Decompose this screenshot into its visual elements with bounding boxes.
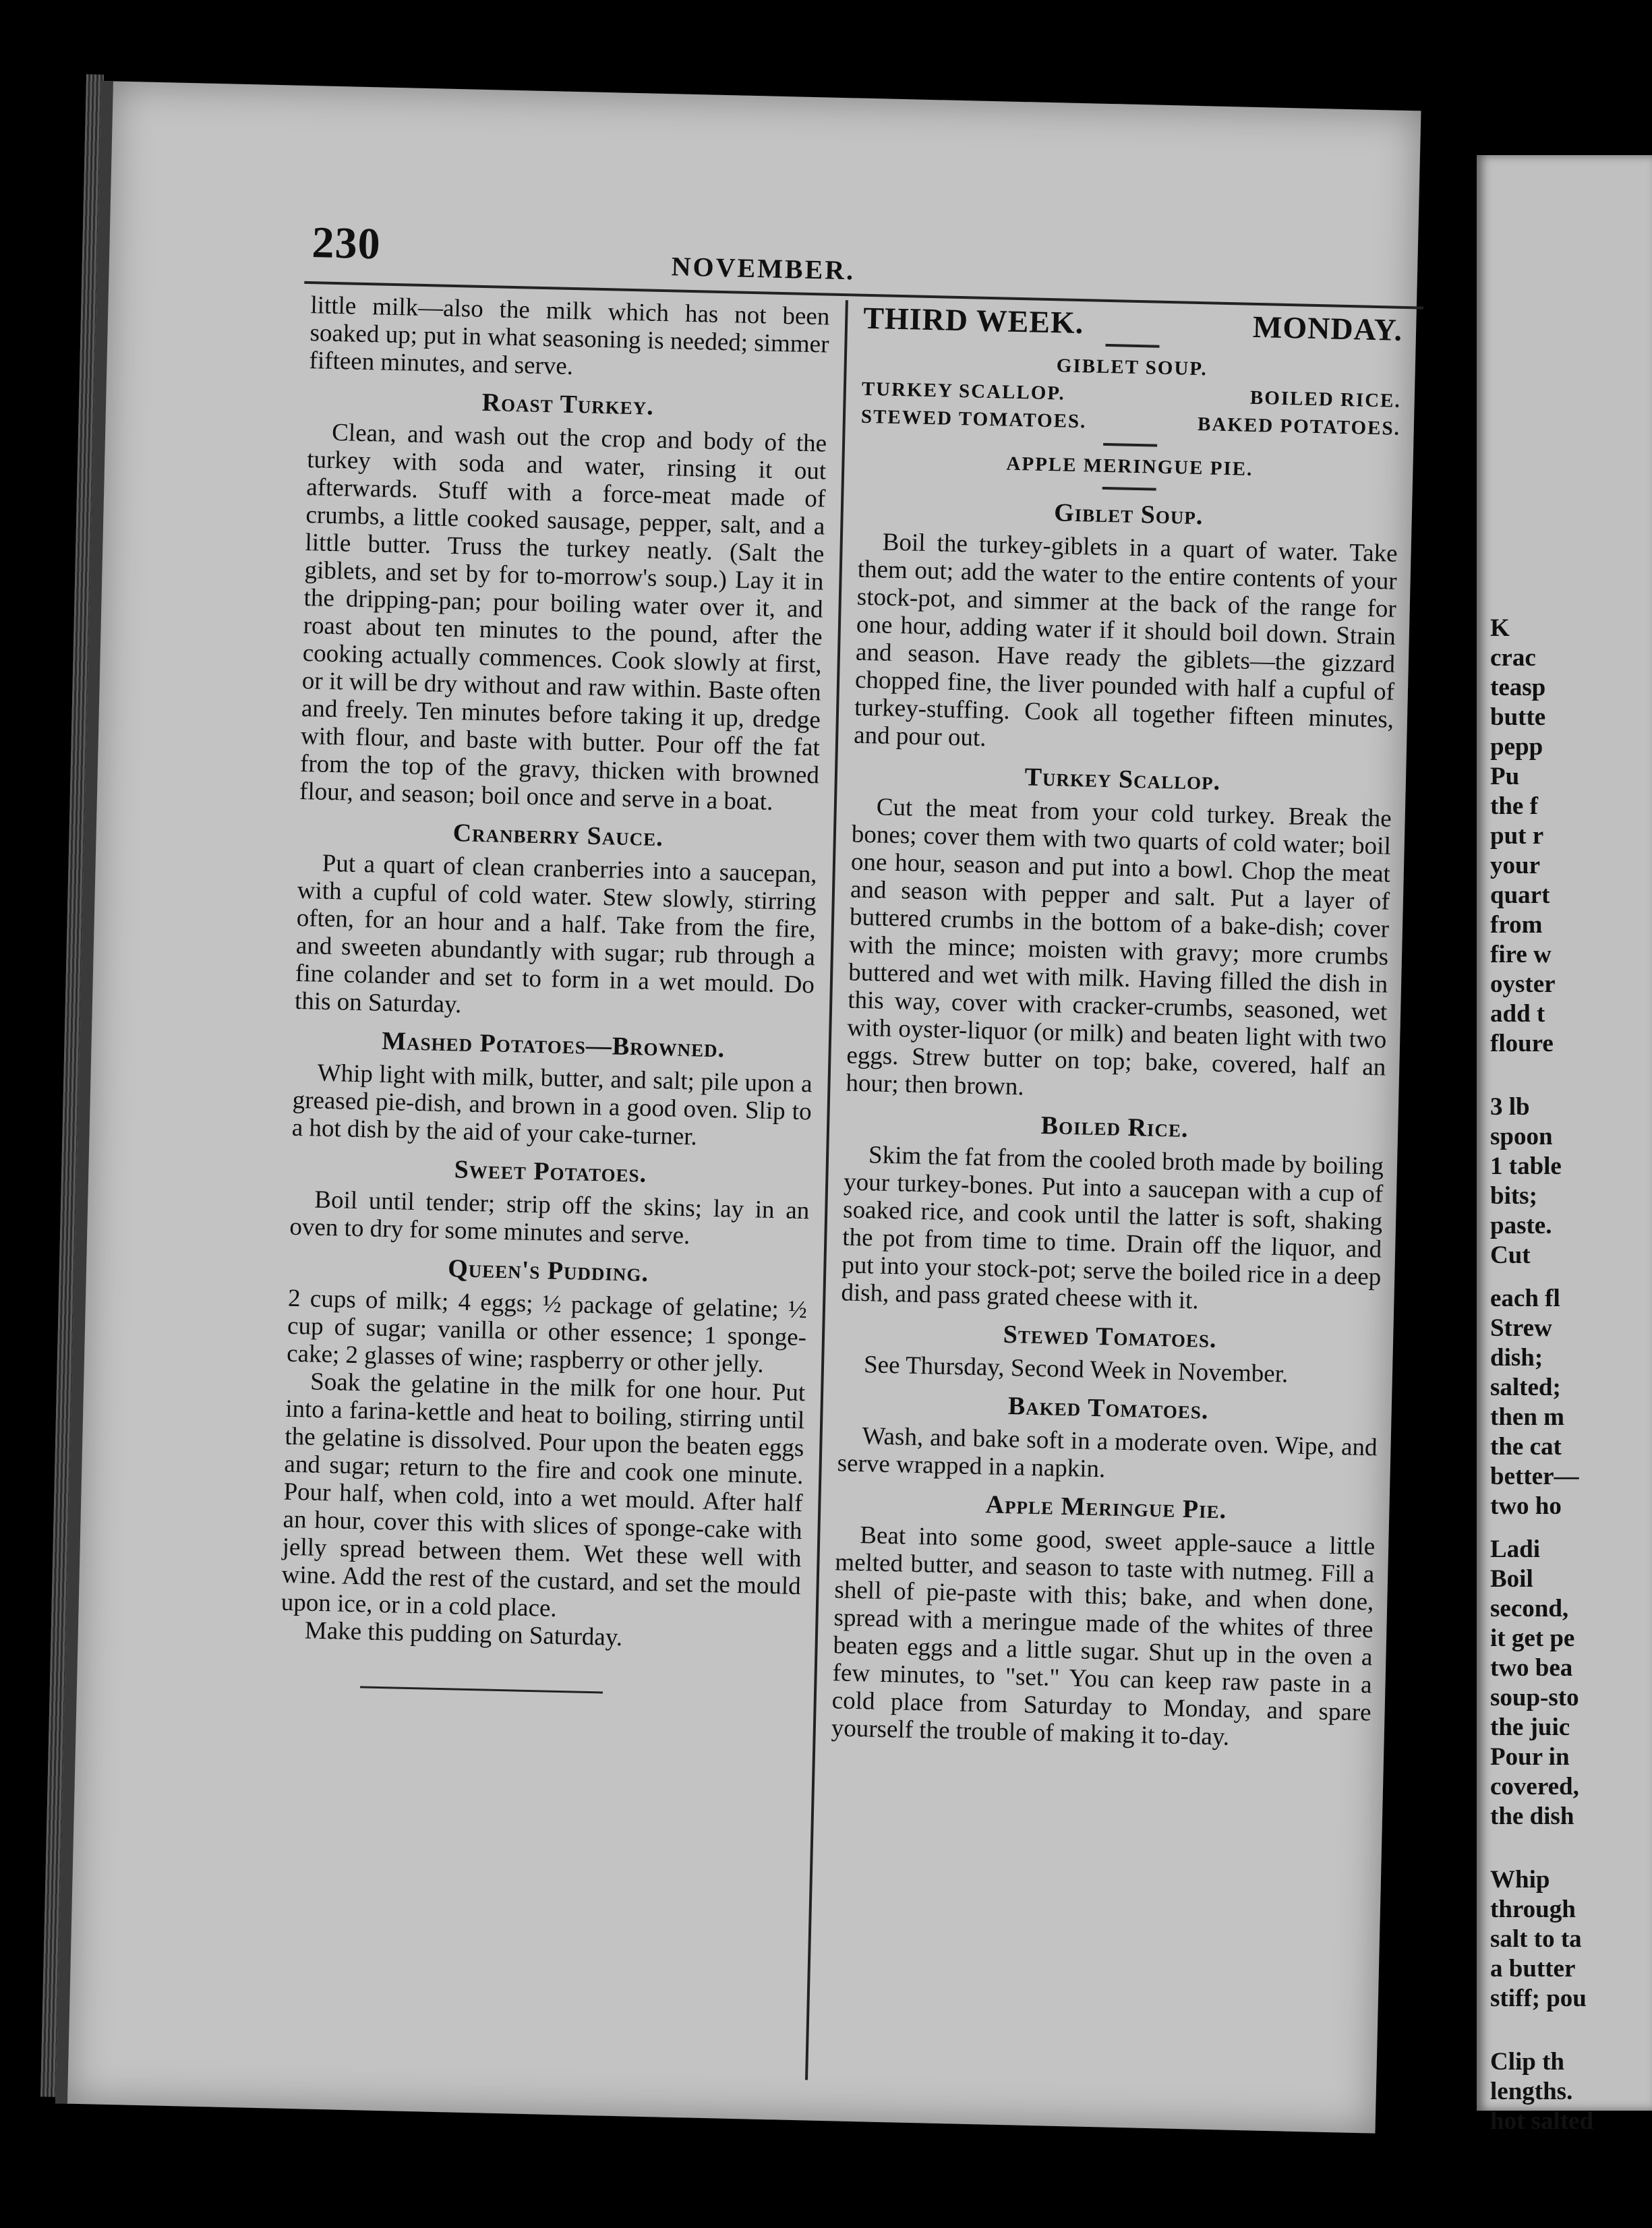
recipe-body: Beat into some good, sweet apple-sauce a little melted butter, and season to taste with nutmeg. Fill a shell of pie-paste with this; bake, and when done, spread with a meringue made of the whites of three beaten eggs and a little sugar. Shut up in the oven a few minutes, to "set." You can keep raw paste in a cold place from Saturday to Monday, and spare yourself the trouble of making it to-day. — [831, 1521, 1376, 1751]
recipe-title: Giblet Soup. — [1053, 498, 1204, 531]
recipe-title: Baked Tomatoes. — [1007, 1392, 1209, 1425]
recipe-title: Cranberry Sauce. — [452, 819, 664, 852]
facing-page-text-fragment: butte — [1490, 703, 1546, 731]
facing-page-text-fragment: teasp — [1490, 674, 1546, 701]
facing-page-text-fragment: fire w — [1490, 941, 1552, 968]
facing-page-text-fragment: Clip th — [1490, 2048, 1565, 2076]
recipe-title: Roast Turkey. — [481, 388, 655, 421]
recipe-title: Turkey Scallop. — [1024, 763, 1221, 796]
facing-page-text-fragment: Pu — [1490, 763, 1520, 790]
facing-page-text-fragment: oyster — [1490, 970, 1556, 998]
facing-page-text-fragment: covered, — [1490, 1773, 1579, 1800]
facing-page-text-fragment: salt to ta — [1490, 1925, 1582, 1953]
facing-page-text-fragment: two ho — [1490, 1492, 1562, 1520]
facing-page-text-fragment: bits; — [1490, 1182, 1537, 1210]
recipe-body: Put a quart of clean cranberries into a saucepan, with a cupful of cold water. Stew slowly, stirring often, for an hour and a half. Take from the fire, and sweeten abundantly with sugar; rub through a fine colander and set to form in a wet mould. Do this on Saturday. — [294, 849, 818, 1019]
menu-dash — [1103, 443, 1157, 447]
facing-page-text-fragment: lengths. — [1490, 2078, 1573, 2105]
facing-page-text-fragment: your — [1490, 852, 1540, 879]
facing-page-text-fragment: better— — [1490, 1463, 1579, 1490]
facing-page-text-fragment: Pour in — [1490, 1743, 1570, 1771]
recipe-body: Wash, and bake soft in a moderate oven. Wipe, and serve wrapped in a napkin. — [837, 1422, 1378, 1484]
facing-page-text-fragment: two bea — [1490, 1654, 1573, 1682]
recipe-body: Soak the gelatine in the milk for one hour. Put into a farina-kettle and heat to boiling, stirring until the gelatine is dissolved. Pour upon the beaten eggs and sugar; return to the fire and cook one minute. Pour half, when cold, into a wet mould. After half an hour, cover this with slices of sponge-cake with jelly spread between them. Wet these well with wine. Add the rest of the custard, and set the mould upon ice, or in a cold place. — [281, 1368, 806, 1622]
facing-page-text-fragment: Strew — [1490, 1314, 1552, 1342]
facing-page-text-fragment: 1 table — [1490, 1152, 1562, 1180]
running-head: NOVEMBER. — [671, 251, 856, 286]
facing-page-text-fragment: add t — [1490, 1000, 1545, 1028]
facing-page-text-fragment: stiff; pou — [1490, 1985, 1587, 2012]
menu-dash — [1105, 344, 1159, 348]
facing-page-text-fragment: a butter — [1490, 1955, 1576, 1983]
facing-page-text-fragment: quart — [1490, 881, 1550, 909]
facing-page-text-fragment: Whip — [1490, 1866, 1550, 1894]
facing-page-text-fragment: K — [1490, 614, 1510, 642]
menu-item: TURKEY SCALLOP. — [861, 378, 1066, 405]
facing-page-text-fragment: through — [1490, 1896, 1576, 1923]
menu-dash — [1102, 487, 1156, 491]
right-column — [831, 300, 1403, 1755]
end-rule — [360, 1686, 603, 1693]
recipe-title: Sweet Potatoes. — [454, 1155, 647, 1188]
recipe-title: Apple Meringue Pie. — [985, 1490, 1227, 1525]
recipe-ingredients: 2 cups of milk; 4 eggs; ½ package of gelatine; ½ cup of sugar; vanilla or other essence; 1 sponge-cake; 2 glasses of wine; raspberry or other jelly. — [286, 1284, 808, 1378]
recipe-title: Queen's Pudding. — [447, 1254, 649, 1287]
menu-item: BOILED RICE. — [1249, 386, 1402, 412]
menu-item: GIBLET SOUP. — [1056, 355, 1208, 380]
recipe-body: Cut the meat from your cold turkey. Break the bones; cover them with two quarts of cold water; boil one hour, season and put into a bowl. Chop the meat and season with pepper and salt. Put a layer of buttered crumbs in the bottom of a bake-dish; cover with the mince; moisten with gravy; more crumbs buttered and wet with milk. Having filled the dish in this way, cover with cracker-crumbs, seasoned, wet with oyster-liquor (or milk) and beaten light with two eggs. Strew butter on top; bake, covered, half an hour; then brown. — [846, 793, 1392, 1101]
facing-page-text-fragment: it get pe — [1490, 1624, 1575, 1652]
menu-item: APPLE MERINGUE PIE. — [1006, 452, 1253, 480]
recipe-title: Stewed Tomatoes. — [1003, 1320, 1217, 1354]
page-number: 230 — [311, 218, 382, 269]
recipe-title: Mashed Potatoes—Browned. — [381, 1026, 726, 1063]
recipe-body: Whip light with milk, butter, and salt; pile upon a greased pie-dish, and brown in a good oven. Slip to a hot dish by the aid of your cake-turner. — [291, 1059, 813, 1151]
facing-page-text-fragment: the f — [1490, 792, 1538, 820]
recipe-title: Boiled Rice. — [1040, 1111, 1189, 1143]
facing-page-text-fragment: each fl — [1490, 1285, 1560, 1312]
facing-page-text-fragment: spoon — [1490, 1123, 1553, 1150]
week-heading — [862, 300, 1403, 347]
facing-page-text-fragment: 3 lb — [1490, 1093, 1530, 1121]
intro-paragraph: little milk—also the milk which has not been soaked up; put in what seasoning is needed; simmer fifteen minutes, and serve. — [309, 291, 830, 380]
facing-page-text-fragment: paste. — [1490, 1212, 1552, 1239]
facing-page-text-fragment: then m — [1490, 1403, 1564, 1431]
recipe-body: Boil until tender; strip off the skins; lay in an oven to dry for some minutes and serve. — [289, 1185, 810, 1250]
facing-page-text-fragment: hot salted — [1490, 2107, 1594, 2135]
recipe-note: Make this pudding on Saturday. — [304, 1616, 623, 1652]
recipe-body: See Thursday, Second Week in November. — [863, 1351, 1289, 1388]
facing-page-text-fragment: put r — [1490, 822, 1544, 850]
facing-page-text-fragment: the juic — [1490, 1713, 1570, 1741]
menu-item: BAKED POTATOES. — [1197, 413, 1401, 440]
facing-page-text-fragment: crac — [1490, 644, 1536, 672]
recipe-body: Boil the turkey-giblets in a quart of water. Take them out; add the water to the entire contents of your stock-pot, and simmer at the back of the range for one hour, adding water if it should boil down. Strain and season. Have ready the giblets—the gizzard chopped fine, the liver pounded with half a cupful of turkey-stuffing. Cook all together fifteen minutes, and pour out. — [853, 528, 1398, 753]
facing-page-text-fragment: Cut — [1490, 1241, 1531, 1269]
facing-page-text-fragment: floure — [1490, 1030, 1554, 1057]
facing-page-text-fragment: the dish — [1490, 1802, 1574, 1830]
day-label: MONDAY. — [1252, 309, 1403, 347]
left-column — [279, 291, 830, 1698]
recipe-body: Skim the fat from the cooled broth made by boiling your turkey-bones. Put into a saucepan with a cup of soaked rice, and cook until the latter is soft, shaking the pot from time to time. Drain off the liquor, and put into your stock-pot; serve the boiled rice in a deep dish, and pass grated cheese with it. — [841, 1141, 1384, 1315]
recipe-body: Clean, and wash out the crop and body of the turkey with soda and water, rinsing it out afterwards. Stuff with a force-meat made of crumbs, a little cooked sausage, pepper, salt, and a little butter. Truss the turkey neatly. (Salt the giblets, and set by for to-morrow's soup.) Lay it in the dripping-pan; pour boiling water over it, and roast about ten minutes to the pound, after the cooking actually commences. Cook slowly at first, or it will be dry without and raw within. Baste often and freely. Ten minutes before taking it up, dredge with flour, and baste with butter. Pour off the fat from the top of the gravy, thicken with browned flour, and season; boil once and serve in a boat. — [299, 418, 827, 816]
book-page — [55, 81, 1421, 2134]
facing-page-text-fragment: from — [1490, 911, 1543, 939]
facing-page-text-fragment: Boil — [1490, 1565, 1533, 1593]
facing-page-text-fragment: salted; — [1490, 1374, 1561, 1401]
week-label: THIRD WEEK. — [862, 300, 1084, 341]
facing-page-text-fragment: dish; — [1490, 1344, 1543, 1372]
facing-page-text-fragment: second, — [1490, 1595, 1569, 1622]
facing-page-text-fragment: the cat — [1490, 1433, 1562, 1461]
facing-page-text-fragment: Ladi — [1490, 1535, 1541, 1563]
menu-item: STEWED TOMATOES. — [860, 405, 1087, 433]
facing-page-text-fragment: pepp — [1490, 733, 1543, 761]
facing-page — [1477, 155, 1652, 2135]
facing-page-text-fragment: soup-sto — [1490, 1684, 1579, 1711]
